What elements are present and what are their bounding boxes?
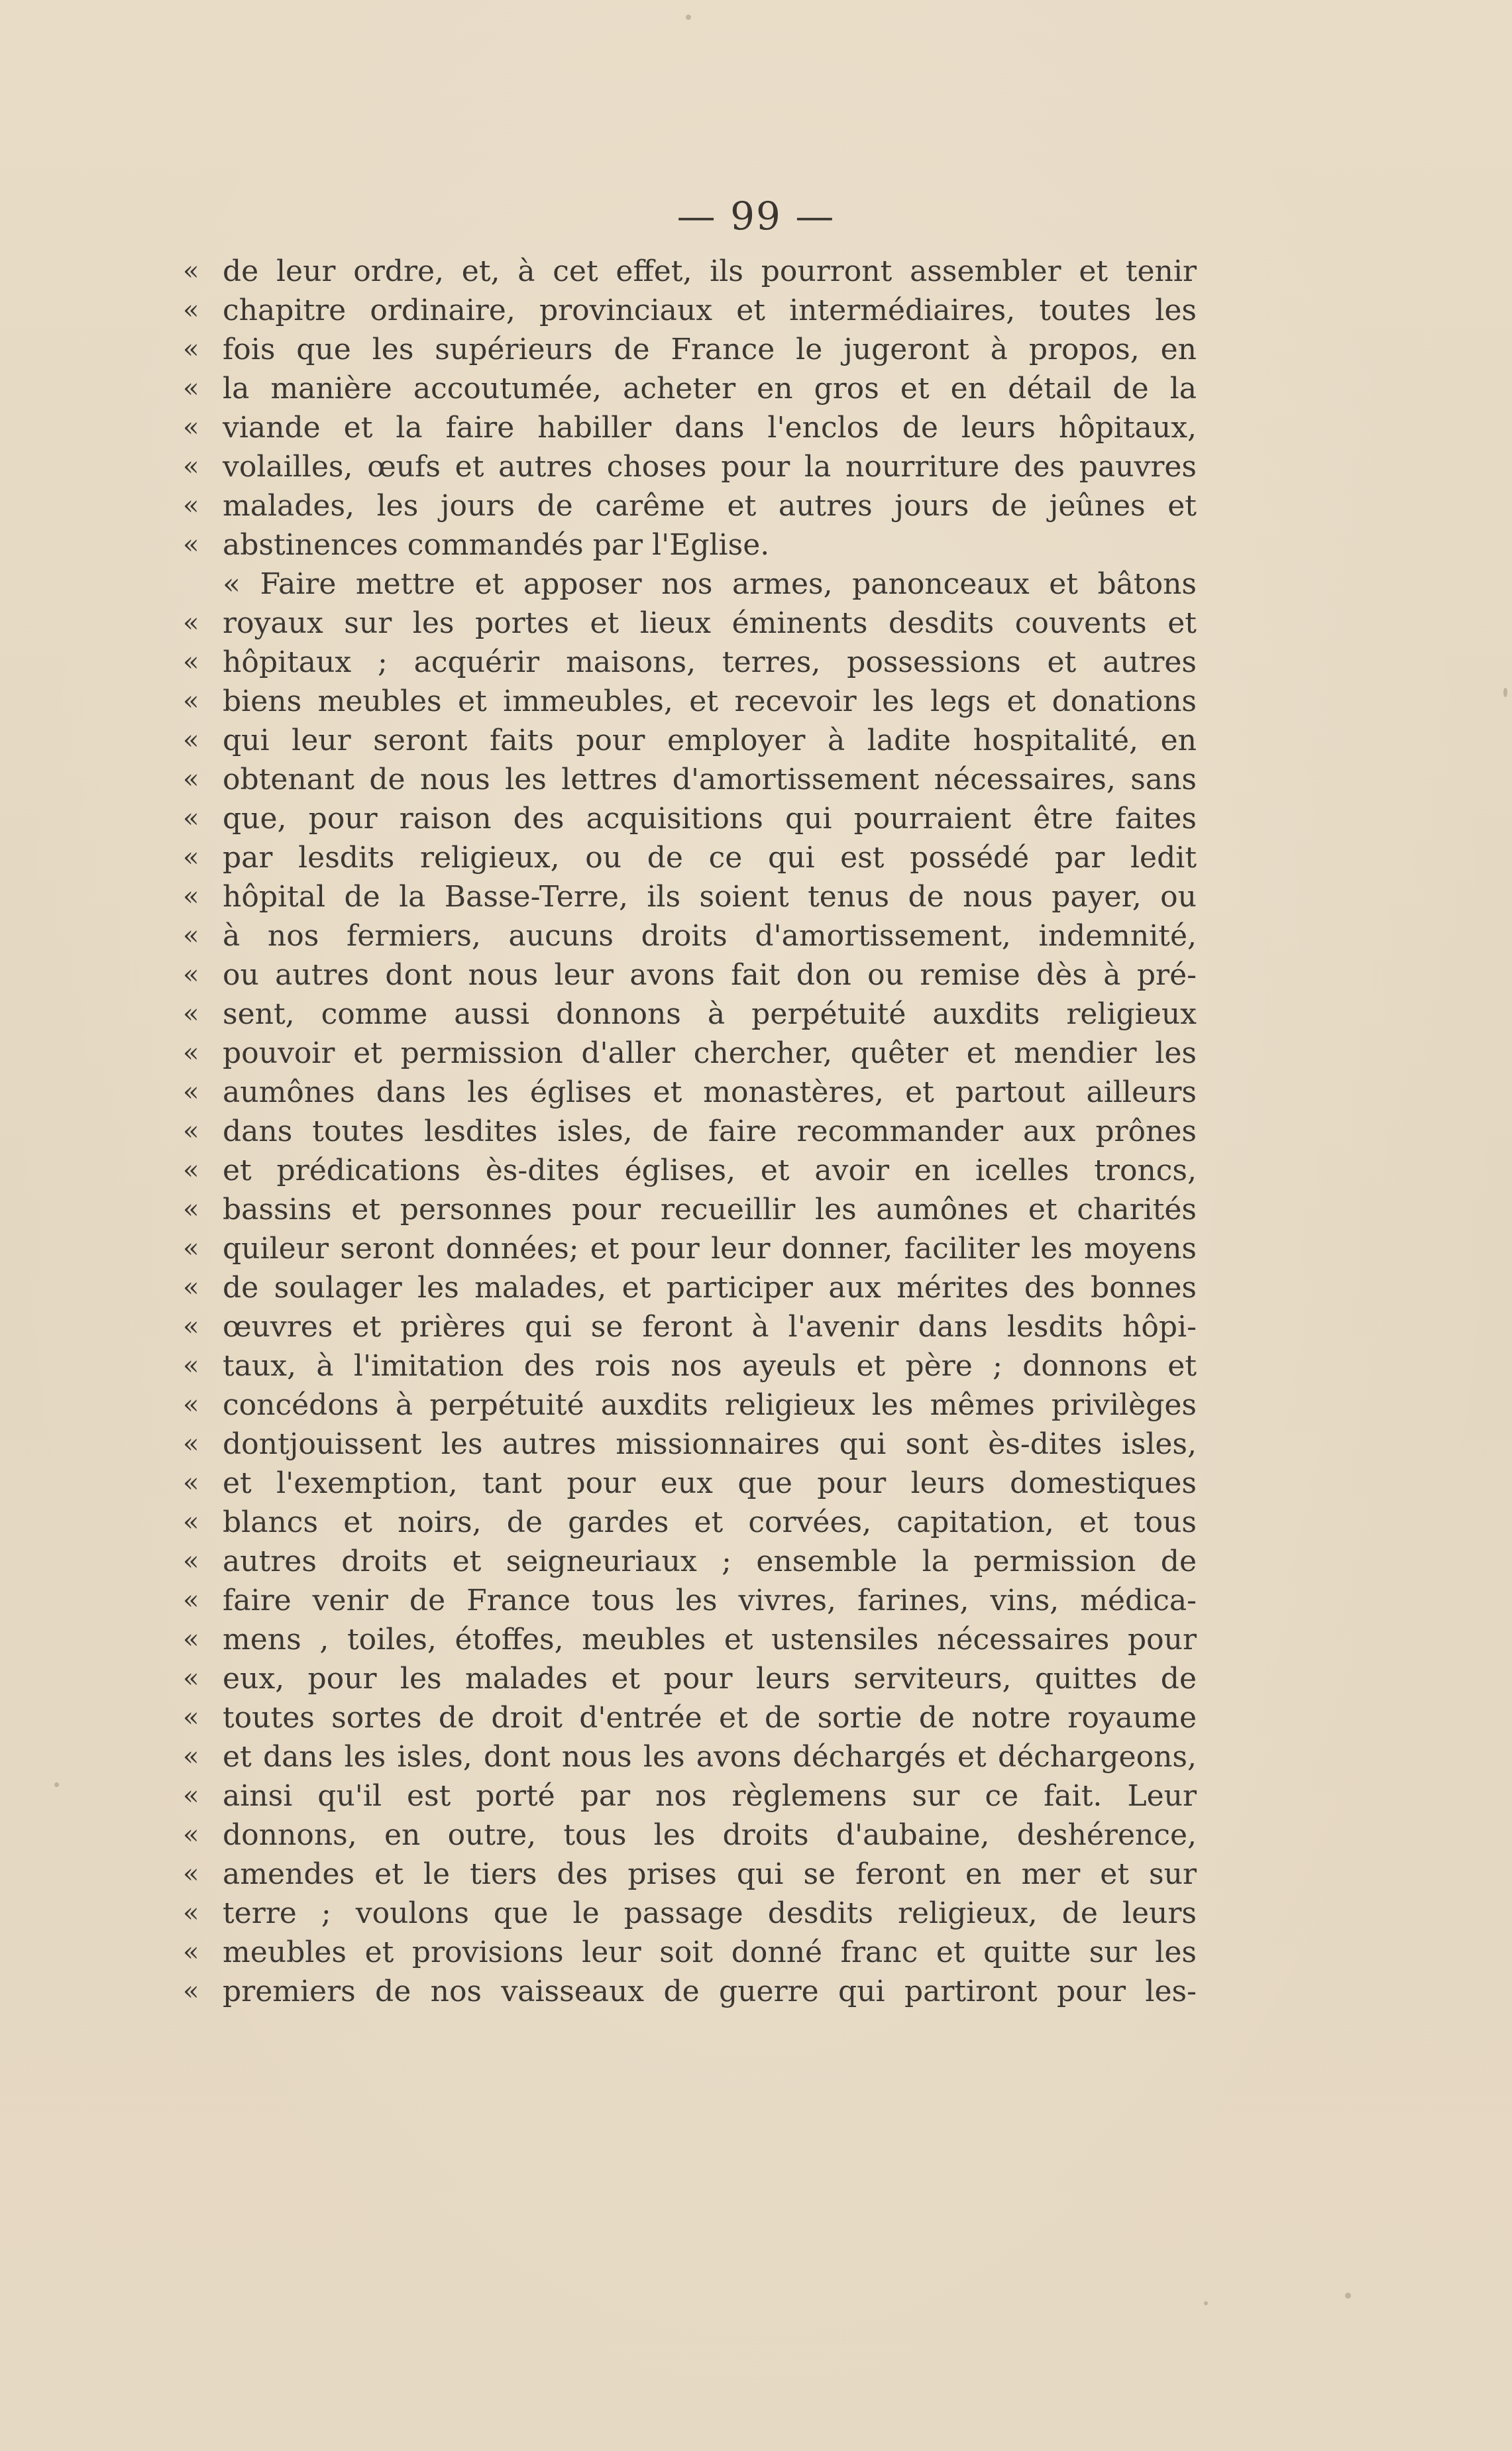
quote-mark: « (183, 1546, 199, 1576)
text-line (183, 916, 1197, 955)
line-text: qui leur seront faits pour employer à ladite hospitalité, en (223, 724, 1197, 757)
quote-mark: « (183, 1155, 199, 1185)
text-line (183, 486, 1197, 525)
quote-mark: « (183, 334, 199, 364)
text-line (183, 408, 1197, 447)
text-line (183, 760, 1197, 799)
text-line (183, 604, 1197, 643)
text-line (183, 1034, 1197, 1073)
quote-mark: « (183, 842, 199, 873)
text-line (183, 1190, 1197, 1229)
line-text: aumônes dans les églises et monastères, et partout ailleurs (223, 1075, 1197, 1109)
quote-mark: « (183, 1859, 199, 1889)
text-line (183, 643, 1197, 682)
line-text: concédons à perpétuité auxdits religieux les mêmes privilèges (223, 1388, 1197, 1422)
line-text: mens , toiles, étoffes, meubles et ustensiles nécessaires pour (223, 1623, 1197, 1657)
line-text: pouvoir et permission d'aller chercher, quêter et mendier les (223, 1036, 1197, 1070)
text-line (183, 1425, 1197, 1464)
quote-mark: « (183, 1898, 199, 1928)
quote-mark: « (183, 412, 199, 443)
quote-mark: « (183, 1389, 199, 1420)
line-text: quileur seront données; et pour leur donner, faciliter les moyens (223, 1232, 1197, 1266)
line-text: à nos fermiers, aucuns droits d'amortissement, indemnité, (223, 919, 1197, 953)
page-number: — 99 — (676, 193, 836, 239)
line-text: ainsi qu'il est porté par nos règlemens sur ce fait. Leur (223, 1779, 1197, 1813)
line-text: toutes sortes de droit d'entrée et de sortie de notre royaume (223, 1701, 1197, 1735)
line-text: « Faire mettre et apposer nos armes, panonceaux et bâtons (223, 567, 1197, 601)
text-line (183, 1307, 1197, 1346)
line-text: sent, comme aussi donnons à perpétuité auxdits religieux (223, 997, 1197, 1031)
text-line (183, 1698, 1197, 1737)
text-line (183, 1073, 1197, 1112)
line-text: et l'exemption, tant pour eux que pour leurs domestiques (223, 1466, 1197, 1500)
text-line (183, 721, 1197, 760)
text-line (183, 1542, 1197, 1581)
text-line (183, 1776, 1197, 1816)
text-line (183, 799, 1197, 838)
text-line (183, 1972, 1197, 2011)
quote-mark: « (183, 1976, 199, 2006)
quote-mark: « (183, 920, 199, 951)
paper-speck (1503, 688, 1507, 697)
line-text: fois que les supérieurs de France le jugeront à propos, en (223, 333, 1197, 366)
text-body (183, 252, 1197, 2011)
text-line (183, 1503, 1197, 1542)
line-text: viande et la faire habiller dans l'enclos de leurs hôpitaux, (223, 411, 1197, 445)
line-text: chapitre ordinaire, provinciaux et intermédiaires, toutes les (223, 294, 1197, 327)
text-line (183, 330, 1197, 369)
text-line (183, 1268, 1197, 1307)
quote-mark: « (183, 1468, 199, 1498)
quote-mark: « (183, 1702, 199, 1733)
quote-mark: « (183, 725, 199, 755)
line-text: royaux sur les portes et lieux éminents desdits couvents et (223, 606, 1197, 640)
line-text: et dans les isles, dont nous les avons déchargés et déchargeons, (223, 1740, 1197, 1774)
text-line (183, 1386, 1197, 1425)
text-line (183, 369, 1197, 408)
line-text: abstinences commandés par l'Eglise. (223, 528, 770, 562)
quote-mark: « (183, 686, 199, 716)
line-text: blancs et noirs, de gardes et corvées, capitation, et tous (223, 1505, 1197, 1539)
line-text: dontjouissent les autres missionnaires qui sont ès-dites isles, (223, 1427, 1197, 1461)
text-line (183, 1855, 1197, 1894)
text-line (183, 1581, 1197, 1620)
quote-mark: « (183, 1585, 199, 1615)
text-line (183, 1464, 1197, 1503)
line-text: meubles et provisions leur soit donné franc et quitte sur les (223, 1935, 1197, 1969)
line-text: malades, les jours de carême et autres jours de jeûnes et (223, 489, 1197, 523)
quote-mark: « (183, 1429, 199, 1459)
text-line (183, 1816, 1197, 1855)
text-line (183, 955, 1197, 995)
line-text: terre ; voulons que le passage desdits religieux, de leurs (223, 1896, 1197, 1930)
text-line (183, 291, 1197, 330)
line-text: amendes et le tiers des prises qui se feront en mer et sur (223, 1857, 1197, 1891)
quote-mark: « (183, 803, 199, 834)
text-line (183, 838, 1197, 877)
quote-mark: « (183, 1272, 199, 1303)
line-text: volailles, œufs et autres choses pour la nourriture des pauvres (223, 450, 1197, 484)
quote-mark: « (183, 764, 199, 794)
line-text: dans toutes lesdites isles, de faire recommander aux prônes (223, 1115, 1197, 1148)
text-line (183, 565, 1197, 604)
paper-speck (1345, 2293, 1351, 2299)
line-text: œuvres et prières qui se feront à l'avenir dans lesdits hôpi- (223, 1310, 1197, 1344)
line-text: donnons, en outre, tous les droits d'aubaine, deshérence, (223, 1818, 1197, 1852)
line-text: obtenant de nous les lettres d'amortissement nécessaires, sans (223, 763, 1197, 796)
line-text: eux, pour les malades et pour leurs serviteurs, quittes de (223, 1662, 1197, 1696)
quote-mark: « (183, 451, 199, 482)
line-text: de soulager les malades, et participer aux mérites des bonnes (223, 1271, 1197, 1305)
quote-mark: « (183, 881, 199, 912)
line-text: la manière accoutumée, acheter en gros et en détail de la (223, 372, 1197, 406)
text-line (183, 995, 1197, 1034)
quote-mark: « (183, 1116, 199, 1146)
quote-mark: « (183, 373, 199, 404)
quote-mark: « (183, 256, 199, 286)
quote-mark: « (183, 1624, 199, 1655)
quote-mark: « (183, 1663, 199, 1694)
quote-mark: « (183, 1311, 199, 1342)
line-text: biens meubles et immeubles, et recevoir les legs et donations (223, 684, 1197, 718)
line-text: par lesdits religieux, ou de ce qui est possédé par ledit (223, 841, 1197, 875)
quote-mark: « (183, 529, 199, 560)
text-line (183, 877, 1197, 916)
text-line (183, 1151, 1197, 1190)
line-text: hôpitaux ; acquérir maisons, terres, possessions et autres (223, 645, 1197, 679)
quote-mark: « (183, 1820, 199, 1850)
line-text: autres droits et seigneuriaux ; ensemble la permission de (223, 1545, 1197, 1578)
line-text: taux, à l'imitation des rois nos ayeuls et père ; donnons et (223, 1349, 1197, 1383)
quote-mark: « (183, 1507, 199, 1537)
text-line (183, 1659, 1197, 1698)
line-text: que, pour raison des acquisitions qui pourraient être faites (223, 802, 1197, 836)
paper-speck (54, 1782, 59, 1787)
quote-mark: « (183, 490, 199, 521)
paper-speck (686, 15, 691, 20)
text-line (183, 447, 1197, 486)
quote-mark: « (183, 295, 199, 325)
text-line (183, 252, 1197, 291)
quote-mark: « (183, 1194, 199, 1225)
text-line (183, 1229, 1197, 1268)
quote-mark: « (183, 1350, 199, 1381)
text-line (183, 1112, 1197, 1151)
quote-mark: « (183, 1937, 199, 1967)
quote-mark: « (183, 1038, 199, 1068)
quote-mark: « (183, 1077, 199, 1107)
quote-mark: « (183, 647, 199, 677)
text-line (183, 1620, 1197, 1659)
line-text: ou autres dont nous leur avons fait don ou remise dès à pré- (223, 958, 1197, 992)
quote-mark: « (183, 959, 199, 990)
line-text: bassins et personnes pour recueillir les aumônes et charités (223, 1193, 1197, 1226)
text-line (183, 1894, 1197, 1933)
text-line (183, 682, 1197, 721)
text-line (183, 1346, 1197, 1386)
line-text: faire venir de France tous les vivres, farines, vins, médica- (223, 1584, 1197, 1617)
line-text: hôpital de la Basse-Terre, ils soient tenus de nous payer, ou (223, 880, 1197, 914)
line-text: premiers de nos vaisseaux de guerre qui partiront pour les- (223, 1975, 1197, 2008)
line-text: et prédications ès-dites églises, et avoir en icelles troncs, (223, 1154, 1197, 1187)
text-line (183, 1933, 1197, 1972)
quote-mark: « (183, 608, 199, 638)
text-line (183, 1737, 1197, 1776)
paper-speck (1204, 2301, 1208, 2305)
quote-mark: « (183, 999, 199, 1029)
quote-mark: « (183, 1780, 199, 1811)
line-text: de leur ordre, et, à cet effet, ils pourront assembler et tenir (223, 254, 1197, 288)
text-line (183, 525, 1197, 565)
quote-mark: « (183, 1741, 199, 1772)
quote-mark: « (183, 1233, 199, 1264)
